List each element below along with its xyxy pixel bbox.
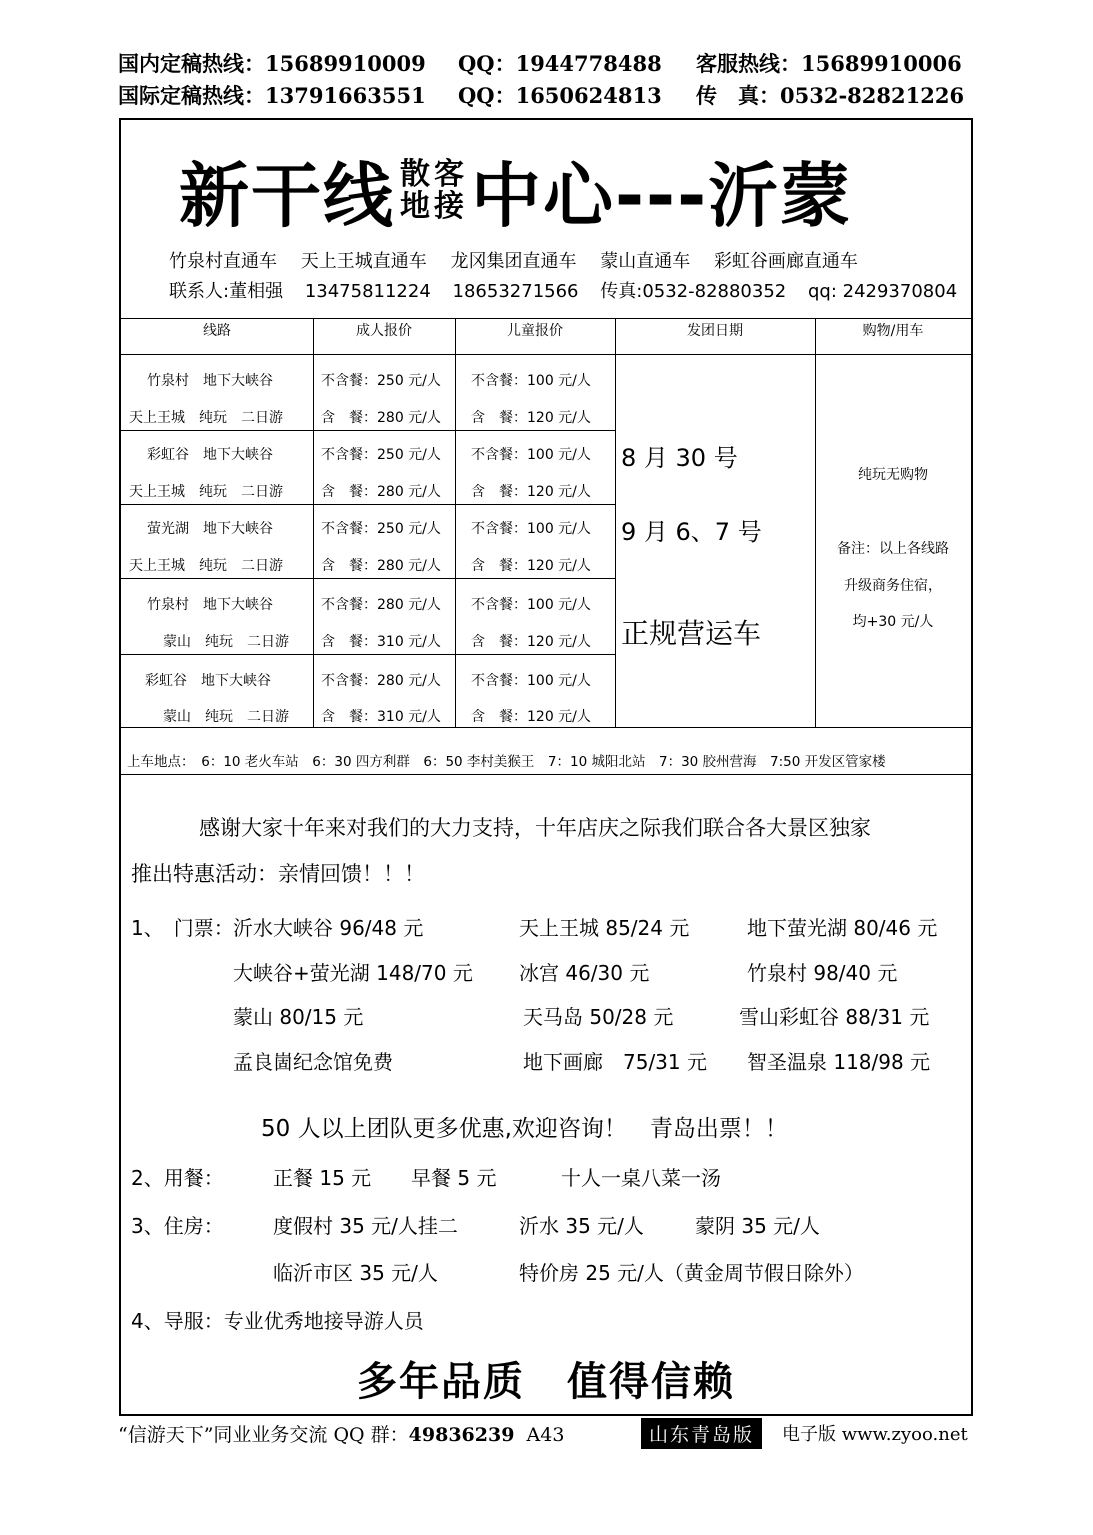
row-divider: [121, 654, 615, 655]
ticket-item: 大峡谷+萤光湖 148/70 元: [233, 961, 473, 985]
child-price-no-meal: 不含餐：100 元/人: [471, 597, 591, 613]
footer-qq-number: 49836239: [408, 1424, 515, 1446]
promo-intro-1: 感谢大家十年来对我们的大力支持，十年店庆之际我们联合各大景区独家: [199, 816, 871, 840]
adult-price-no-meal: 不含餐：280 元/人: [321, 597, 441, 613]
no-shopping-note: 纯玩无购物: [858, 467, 928, 483]
ticket-item: 天马岛 50/28 元: [523, 1005, 674, 1029]
domestic-hotline: 国内定稿热线：15689910009: [118, 51, 426, 76]
route-line-b: 天上王城 纯玩 二日游: [129, 410, 283, 426]
direct-routes: [169, 247, 876, 273]
adult-price-no-meal: 不含餐：250 元/人: [321, 447, 441, 463]
boarding-divider: [121, 774, 971, 775]
route-line-b: 天上王城 纯玩 二日游: [129, 484, 283, 500]
row-divider: [121, 504, 615, 505]
ticket-item: 沂水大峡谷 96/48 元: [233, 916, 424, 940]
col-divider: [615, 318, 616, 727]
route-line-b: 天上王城 纯玩 二日游: [129, 558, 283, 574]
lodging-item: 特价房 25 元/人（黄金周节假日除外）: [519, 1261, 864, 1285]
adult-price-meal: 含 餐：310 元/人: [321, 709, 441, 725]
table-border-bottom: [121, 727, 971, 728]
boarding-locations: 上车地点： 6：10 老火车站 6：30 四方利群 6：50 李村美猴王 7：10 城阳北站 7：30 胶州营海 7:50 开发区管家楼: [127, 754, 886, 770]
departure-date-1: 8 月 30 号: [621, 444, 738, 472]
adult-price-meal: 含 餐：280 元/人: [321, 484, 441, 500]
meals-label: 2、用餐：: [131, 1166, 224, 1190]
ticket-item: 地下萤光湖 80/46 元: [747, 916, 938, 940]
child-price-no-meal: 不含餐：100 元/人: [471, 673, 591, 689]
route-line-a: 彩虹谷 地下大峡谷: [147, 447, 273, 463]
col-divider: [815, 318, 816, 727]
child-price-meal: 含 餐：120 元/人: [471, 484, 591, 500]
contact-phone-1: 13475811224: [304, 281, 431, 302]
child-price-meal: 含 餐：120 元/人: [471, 709, 591, 725]
stack-char: 散: [400, 156, 432, 192]
adult-price-no-meal: 不含餐：250 元/人: [321, 373, 441, 389]
row-divider: [121, 578, 615, 579]
group-discount: 50 人以上团队更多优惠,欢迎咨询！ 青岛出票！！: [261, 1116, 788, 1142]
domestic-qq: QQ：1944778488: [458, 51, 662, 76]
header-shopping: 购物/用车: [862, 323, 924, 339]
route-line-a: 彩虹谷 地下大峡谷: [145, 673, 271, 689]
guide-service: 4、导服：专业优秀地接导游人员: [131, 1309, 424, 1333]
direct-route: 彩虹谷画廊直通车: [713, 251, 858, 272]
contact-phone-2: 18653271566: [452, 281, 579, 302]
route-line-a: 竹泉村 地下大峡谷: [147, 597, 273, 613]
footer-qq-group: [118, 1420, 564, 1447]
page-title: [179, 140, 852, 241]
lodging-label: 3、住房：: [131, 1214, 224, 1238]
contact-info: [169, 277, 973, 303]
ticket-item: 雪山彩虹谷 88/31 元: [739, 1005, 930, 1029]
ticket-item: 地下画廊 75/31 元: [523, 1050, 707, 1074]
route-line-a: 萤光湖 地下大峡谷: [147, 521, 273, 537]
service-hotline: 客服热线：15689910006: [696, 51, 962, 76]
stack-char: 客: [434, 156, 466, 192]
row-divider: [121, 430, 615, 431]
ticket-item: 冰宫 46/30 元: [519, 961, 650, 985]
meal-item: 早餐 5 元: [411, 1166, 497, 1190]
international-qq: QQ：1650624813: [458, 83, 662, 108]
stack-column-1: [400, 156, 432, 224]
child-price-no-meal: 不含餐：100 元/人: [471, 447, 591, 463]
footer-text: “信游天下”同业业务交流 QQ 群：: [118, 1424, 409, 1446]
table-header-divider: [121, 354, 971, 355]
header-adult-price: 成人报价: [356, 323, 412, 339]
route-line-b: 蒙山 纯玩 二日游: [163, 634, 289, 650]
international-hotline: 国际定稿热线：13791663551: [118, 83, 426, 108]
ticket-item: 孟良崮纪念馆免费: [233, 1050, 393, 1074]
route-line-a: 竹泉村 地下大峡谷: [147, 373, 273, 389]
ticket-item: 蒙山 80/15 元: [233, 1005, 364, 1029]
ticket-item: 智圣温泉 118/98 元: [747, 1050, 931, 1074]
ticket-item: 竹泉村 98/40 元: [747, 961, 898, 985]
slogan: 多年品质 值得信赖: [357, 1359, 735, 1405]
lodging-item: 沂水 35 元/人: [519, 1214, 644, 1238]
main-frame: [119, 118, 973, 1416]
col-divider: [455, 318, 456, 727]
title-stacked-chars: [399, 156, 467, 224]
adult-price-no-meal: 不含餐：280 元/人: [321, 673, 441, 689]
meal-item: 正餐 15 元: [273, 1166, 372, 1190]
meal-item: 十人一桌八菜一汤: [561, 1166, 721, 1190]
direct-route: 天上王城直通车: [300, 251, 427, 272]
edition-badge: 山东青岛版: [641, 1418, 762, 1449]
departure-date-2: 9 月 6、7 号: [621, 518, 762, 546]
contact-person: 联系人:董相强: [169, 281, 284, 302]
header-route: 线路: [203, 323, 231, 339]
table-border-top: [121, 318, 971, 319]
page-number: A43: [526, 1424, 565, 1446]
adult-price-meal: 含 餐：280 元/人: [321, 558, 441, 574]
ticket-item: 天上王城 85/24 元: [519, 916, 690, 940]
lodging-item: 蒙阴 35 元/人: [695, 1214, 820, 1238]
tickets-label: 1、 门票：: [131, 916, 234, 940]
title-part-1: 新干线: [179, 155, 395, 237]
adult-price-no-meal: 不含餐：250 元/人: [321, 521, 441, 537]
remark-line-3: 均+30 元/人: [852, 614, 934, 630]
route-line-b: 蒙山 纯玩 二日游: [163, 709, 289, 725]
adult-price-meal: 含 餐：310 元/人: [321, 634, 441, 650]
stack-column-2: [434, 156, 466, 224]
adult-price-meal: 含 餐：280 元/人: [321, 410, 441, 426]
contact-qq: qq: 2429370804: [807, 281, 958, 302]
child-price-no-meal: 不含餐：100 元/人: [471, 373, 591, 389]
electronic-version: 电子版 www.zyoo.net: [782, 1424, 968, 1445]
child-price-meal: 含 餐：120 元/人: [471, 410, 591, 426]
direct-route: 竹泉村直通车: [169, 251, 277, 272]
lodging-item: 临沂市区 35 元/人: [273, 1261, 438, 1285]
header-child-price: 儿童报价: [507, 323, 563, 339]
child-price-no-meal: 不含餐：100 元/人: [471, 521, 591, 537]
remark-line-2: 升级商务住宿，: [844, 578, 942, 594]
contact-fax: 传真:0532-82880352: [600, 281, 787, 302]
direct-route: 龙冈集团直通车: [450, 251, 577, 272]
direct-route: 蒙山直通车: [600, 251, 691, 272]
stack-char: 地: [400, 188, 432, 224]
promo-intro-2: 推出特惠活动：亲情回馈！！！: [131, 862, 425, 886]
vehicle-note: 正规营运车: [621, 617, 762, 650]
child-price-meal: 含 餐：120 元/人: [471, 634, 591, 650]
lodging-item: 度假村 35 元/人挂二: [273, 1214, 458, 1238]
header-departure-date: 发团日期: [687, 323, 743, 339]
stack-char: 接: [434, 188, 466, 224]
child-price-meal: 含 餐：120 元/人: [471, 558, 591, 574]
title-part-2: 中心---沂蒙: [471, 155, 853, 237]
col-divider: [313, 318, 314, 727]
remark-line-1: 备注：以上各线路: [837, 541, 949, 557]
fax-number: 传 真：0532-82821226: [696, 83, 965, 108]
